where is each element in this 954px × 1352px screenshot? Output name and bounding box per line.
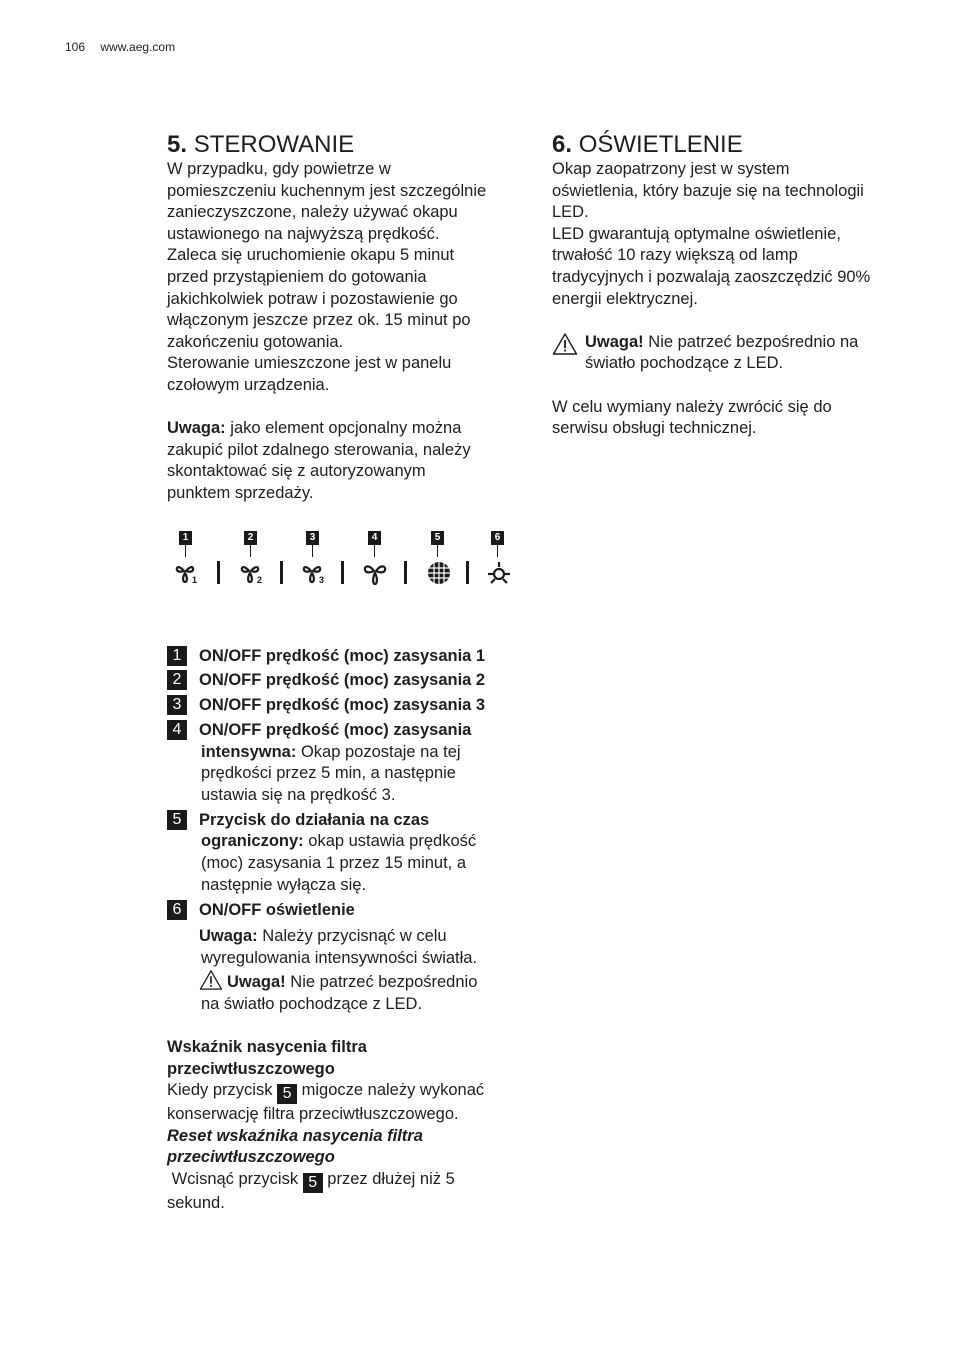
filter-indicator: Wskaźnik nasycenia filtra przeciwtłuszczowego Kiedy przycisk 5 migocze należy wykonać konserwację filtra przeciwtłuszczowego. Reset wskaźnika nasycenia filtra przeciwtłuszczowego Wcisnąć przycisk 5 przez dłużej niż 5 sekund. bbox=[167, 1038, 485, 1213]
control-panel-diagram bbox=[167, 531, 512, 616]
number-badge: 5 bbox=[167, 810, 187, 830]
fan-speed-3-icon bbox=[300, 559, 328, 587]
panel-paragraph: Sterowanie umieszczone jest w panelu czołowym urządzenia. bbox=[167, 354, 452, 394]
badge: 4 bbox=[368, 531, 381, 545]
warning-icon bbox=[552, 332, 578, 356]
panel-button-3[interactable] bbox=[298, 531, 328, 591]
filter-timer-icon bbox=[425, 559, 453, 587]
number-badge: 3 bbox=[167, 695, 187, 715]
panel-button-4[interactable] bbox=[360, 531, 390, 591]
badge: 5 bbox=[431, 531, 444, 545]
list-item-1: 1 ON/OFF prędkość (moc) zasysania 1 bbox=[167, 646, 527, 668]
led-system-paragraph: Okap zaopatrzony jest w system oświetlenia, który bazuje się na technologii LED. bbox=[552, 160, 864, 222]
service-paragraph: W celu wymiany należy zwrócić się do serwisu obsługi technicznej. bbox=[552, 397, 832, 438]
remote-note: Uwaga: jako element opcjonalny można zakupić pilot zdalnego sterowania, należy skontaktować się z autoryzowanym punktem sprzedaży. bbox=[167, 419, 471, 502]
list-item-6: 6 ON/OFF oświetlenie bbox=[167, 900, 527, 922]
number-badge: 6 bbox=[167, 900, 187, 920]
warning-icon bbox=[199, 969, 223, 991]
panel-button-2[interactable] bbox=[236, 531, 266, 591]
badge: 3 bbox=[306, 531, 319, 545]
page-number: 106 bbox=[65, 40, 86, 54]
led-benefits-paragraph: LED gwarantują optymalne oświetlenie, trwałość 10 razy większą od lamp tradycyjnych i pozwalają zaoszczędzić 90% energii elektrycznej. bbox=[552, 224, 871, 308]
panel-button-5[interactable] bbox=[423, 531, 453, 591]
section-6-title: 6. OŚWIETLENIE bbox=[552, 131, 743, 158]
list-item-2: 2 ON/OFF prędkość (moc) zasysania 2 bbox=[167, 670, 527, 692]
svg-text:1: 1 bbox=[192, 574, 198, 585]
panel-button-6[interactable] bbox=[483, 531, 513, 591]
fan-intensive-icon bbox=[362, 559, 390, 587]
intro-paragraph: W przypadku, gdy powietrze w pomieszczeniu kuchennym jest szczególnie zanieczyszczone, należy używać okapu ustawionego na najwyższą prędkość. Zaleca się uruchomienie okapu 5 minut przed przystąpieniem do gotowania jakichkolwiek potraw i pozostawienie go włączonym jeszcze przez ok. 15 minut po zakończeniu gotowania. bbox=[167, 160, 487, 351]
badge: 2 bbox=[244, 531, 257, 545]
light-note: Uwaga: Należy przycisnąć w celu wyregulowania intensywności światła. Uwaga! Nie patrzeć bezpośrednio na światło pochodzące z LED. bbox=[199, 927, 478, 1013]
button-5-badge: 5 bbox=[303, 1173, 323, 1193]
svg-text:3: 3 bbox=[319, 574, 325, 585]
led-warning: Uwaga! Nie patrzeć bezpośrednio na światło pochodzące z LED. bbox=[552, 332, 912, 375]
panel-button-1[interactable] bbox=[171, 531, 201, 591]
light-icon bbox=[485, 559, 513, 587]
badge: 6 bbox=[491, 531, 504, 545]
section-oswietlenie bbox=[552, 131, 912, 440]
number-badge: 4 bbox=[167, 720, 187, 740]
fan-speed-1-icon bbox=[173, 559, 201, 587]
list-item-3: 3 ON/OFF prędkość (moc) zasysania 3 bbox=[167, 695, 527, 717]
number-badge: 1 bbox=[167, 646, 187, 666]
list-item-4: 4 ON/OFF prędkość (moc) zasysania intensywna: Okap pozostaje na tej prędkości przez 5 min, a następnie ustawia się na prędkość 3. bbox=[167, 720, 527, 806]
svg-text:2: 2 bbox=[257, 574, 263, 585]
section-sterowanie bbox=[167, 131, 527, 1215]
list-item-5: 5 Przycisk do działania na czas ograniczony: okap ustawia prędkość (moc) zasysania 1 przez 15 minut, a następnie wyłącza się. bbox=[167, 810, 527, 896]
button-5-badge: 5 bbox=[277, 1084, 297, 1104]
number-badge: 2 bbox=[167, 670, 187, 690]
section-5-title: 5. STEROWANIE bbox=[167, 131, 355, 158]
website-link[interactable]: www.aeg.com bbox=[100, 40, 176, 54]
page-header bbox=[65, 40, 187, 54]
fan-speed-2-icon bbox=[238, 559, 266, 587]
badge: 1 bbox=[179, 531, 192, 545]
